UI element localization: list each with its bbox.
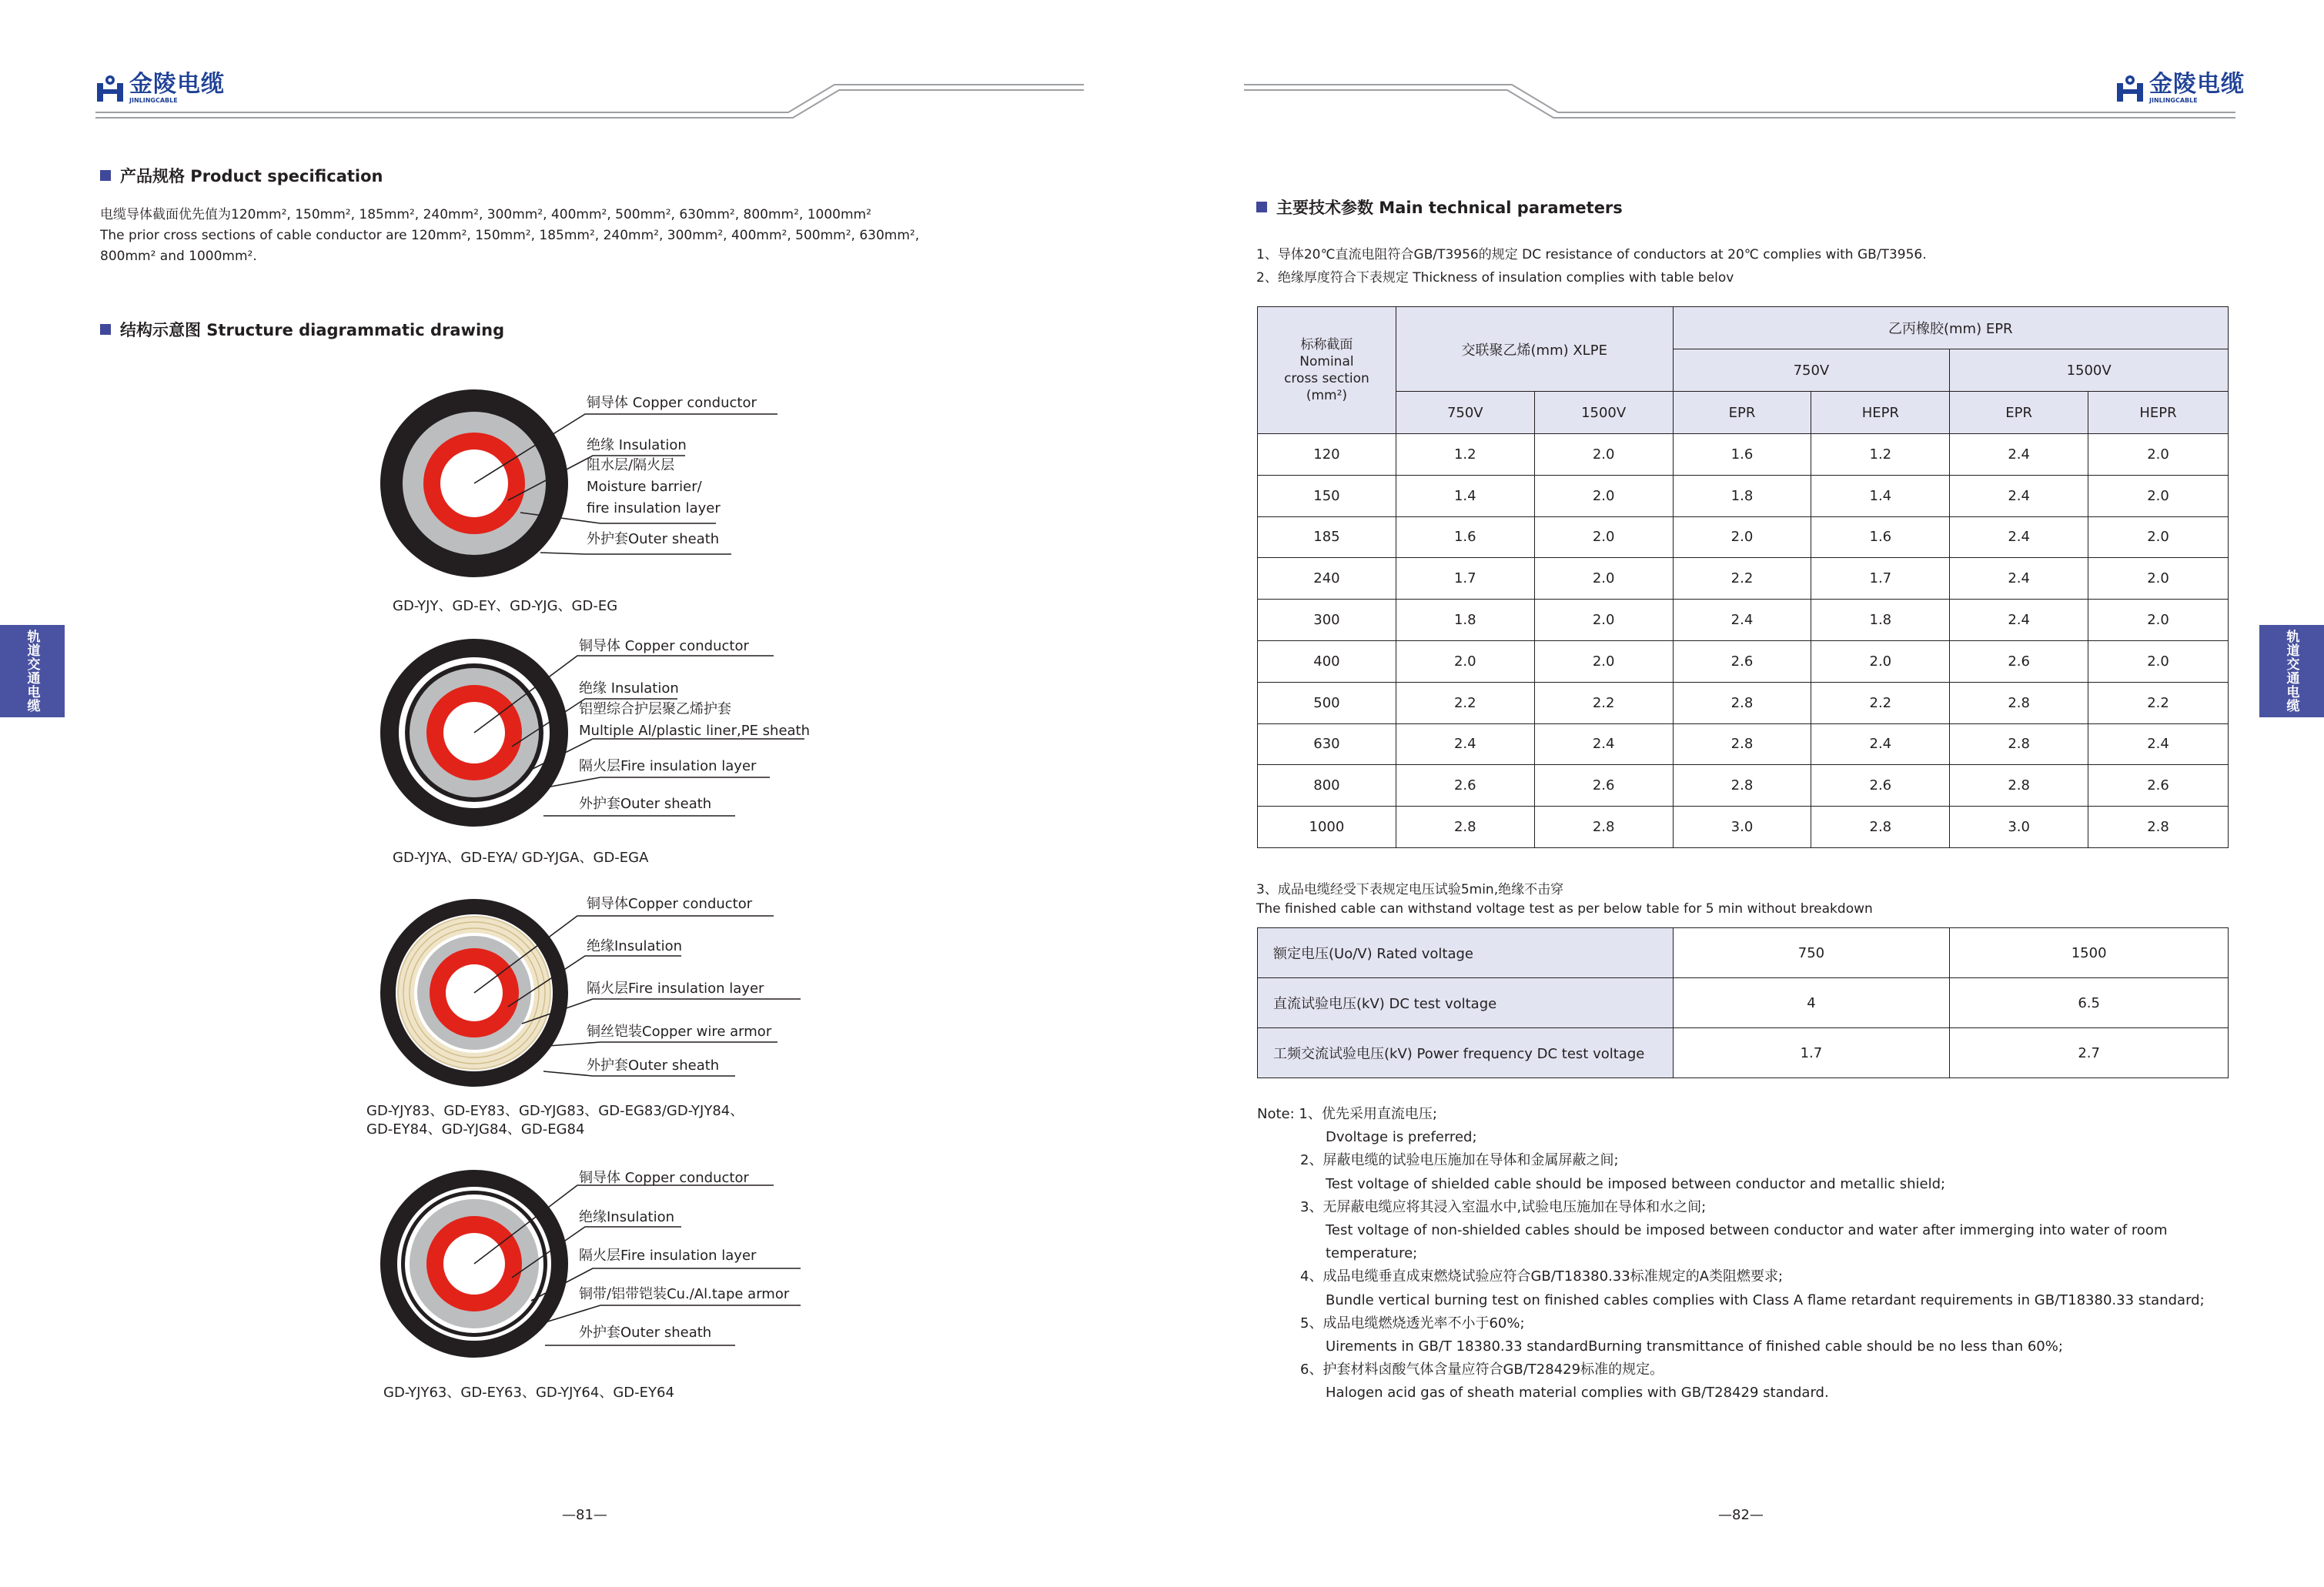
table-cell: 2.4 bbox=[1396, 723, 1534, 765]
table-row bbox=[1258, 516, 2229, 558]
insulation-thickness-table bbox=[1257, 306, 2229, 848]
table-cell: 2.8 bbox=[1950, 765, 2088, 807]
table-cell: 2.0 bbox=[1534, 558, 1673, 600]
table-row bbox=[1258, 600, 2229, 641]
table-cell: 300 bbox=[1258, 600, 1396, 641]
diagram4-label-insulation: 绝缘Insulation bbox=[579, 1209, 675, 1225]
table-cell: 2.2 bbox=[1811, 682, 1950, 723]
table-cell: 2.8 bbox=[1811, 807, 1950, 848]
diagram4-model: GD-YJY63、GD-EY63、GD-YJY64、GD-EY64 bbox=[383, 1385, 674, 1401]
note-line: 3、无屏蔽电缆应将其浸入室温水中,试验电压施加在导体和水之间; bbox=[1300, 1198, 1707, 1215]
diagram4-label-sheath: 外护套Outer sheath bbox=[579, 1325, 712, 1341]
diagram3-label-fire: 隔火层Fire insulation layer bbox=[587, 981, 764, 997]
table-cell: 直流试验电压(kV) DC test voltage bbox=[1258, 978, 1674, 1028]
table-cell: 2.4 bbox=[1811, 723, 1950, 765]
note-line: Test voltage of shielded cable should be imposed between conductor and metallic shield; bbox=[1326, 1175, 1946, 1192]
diagram2-label-liner-en: Multiple Al/plastic liner,PE sheath bbox=[579, 723, 811, 739]
note-line: Uirements in GB/T 18380.33 standardBurning transmittance of finished cable should be no less than 60%; bbox=[1326, 1338, 2063, 1355]
table-cell: 2.0 bbox=[1396, 640, 1534, 682]
table-cell: 2.2 bbox=[2088, 682, 2229, 723]
table-cell: 1.7 bbox=[1673, 1028, 1950, 1078]
table-cell: 3.0 bbox=[1950, 807, 2088, 848]
table-cell: 6.5 bbox=[1950, 978, 2229, 1028]
bullet-square-icon bbox=[1256, 202, 1267, 212]
diagram1-label-sheath: 外护套Outer sheath bbox=[587, 531, 720, 547]
table-cell: 2.4 bbox=[2088, 723, 2229, 765]
table-cell: 2.0 bbox=[1534, 640, 1673, 682]
table-cell: 2.0 bbox=[1811, 640, 1950, 682]
table-cell: 1.6 bbox=[1811, 516, 1950, 558]
table-cell: 1.7 bbox=[1396, 558, 1534, 600]
table-cell: 150 bbox=[1258, 475, 1396, 516]
table-cell: 2.6 bbox=[1673, 640, 1811, 682]
diagram1-label-barrier-en1: Moisture barrier/ bbox=[587, 479, 702, 495]
diagram1-model: GD-YJY、GD-EY、GD-YJG、GD-EG bbox=[393, 598, 618, 614]
diagram2-label-insulation: 绝缘 Insulation bbox=[579, 680, 679, 697]
table-cell: 2.8 bbox=[2088, 807, 2229, 848]
diagram2-label-fire: 隔火层Fire insulation layer bbox=[579, 758, 757, 774]
table-cell: 240 bbox=[1258, 558, 1396, 600]
table-cell: 1.8 bbox=[1811, 600, 1950, 641]
table-cell: 500 bbox=[1258, 682, 1396, 723]
table-cell: 2.4 bbox=[1950, 600, 2088, 641]
table-cell: 2.2 bbox=[1673, 558, 1811, 600]
table-cell: 2.6 bbox=[1811, 765, 1950, 807]
spec-line-2: The prior cross sections of cable conductor are 120mm², 150mm², 185mm², 240mm², 300mm², 400mm², 500mm², 630mm², bbox=[100, 228, 920, 243]
table-row bbox=[1258, 640, 2229, 682]
subheader-cell: EPR bbox=[1673, 392, 1811, 434]
note-line: 5、成品电缆燃烧透光率不小于60%; bbox=[1300, 1315, 1525, 1331]
table-cell: 2.0 bbox=[2088, 640, 2229, 682]
page-number-right: —82— bbox=[1718, 1507, 1764, 1523]
table-cell: 630 bbox=[1258, 723, 1396, 765]
table-row bbox=[1258, 434, 2229, 476]
side-tab-left: 轨道交通电缆 bbox=[0, 625, 65, 717]
table-cell: 800 bbox=[1258, 765, 1396, 807]
table-row bbox=[1258, 765, 2229, 807]
note-line: Halogen acid gas of sheath material complies with GB/T28429 standard. bbox=[1326, 1385, 1829, 1402]
table-row bbox=[1258, 475, 2229, 516]
logo-icon bbox=[2115, 74, 2145, 103]
brand-name-cn: 金陵电缆 bbox=[2149, 71, 2245, 98]
table-cell: 2.0 bbox=[2088, 516, 2229, 558]
table-cell: 2.4 bbox=[1534, 723, 1673, 765]
table-cell: 2.0 bbox=[1534, 434, 1673, 476]
table-cell: 1.2 bbox=[1396, 434, 1534, 476]
bullet-square-icon bbox=[100, 324, 111, 335]
header-epr-750: 750V bbox=[1673, 349, 1950, 392]
table-cell: 185 bbox=[1258, 516, 1396, 558]
header-nominal-section bbox=[1258, 307, 1396, 434]
table-cell: 2.0 bbox=[1534, 516, 1673, 558]
table-cell: 1.4 bbox=[1396, 475, 1534, 516]
header-text: cross section bbox=[1284, 371, 1369, 386]
table-cell: 2.0 bbox=[1534, 600, 1673, 641]
table-row bbox=[1258, 682, 2229, 723]
table-cell: 2.6 bbox=[2088, 765, 2229, 807]
diagram1-label-conductor: 铜导体 Copper conductor bbox=[587, 395, 757, 411]
diagram3-label-conductor: 铜导体Copper conductor bbox=[587, 896, 753, 912]
section-title-text: 产品规格 Product specification bbox=[120, 167, 383, 185]
header-rule-left bbox=[95, 77, 1088, 123]
table-cell: 1.4 bbox=[1811, 475, 1950, 516]
subheader-cell: 1500V bbox=[1534, 392, 1673, 434]
diagram4-label-conductor: 铜导体 Copper conductor bbox=[579, 1170, 749, 1186]
table-row bbox=[1258, 978, 2229, 1028]
header-epr: 乙丙橡胶(mm) EPR bbox=[1673, 307, 2228, 349]
table-cell: 2.8 bbox=[1673, 765, 1811, 807]
table-row bbox=[1258, 558, 2229, 600]
cable-diagram-2 bbox=[346, 631, 824, 862]
diagram4-label-fire: 隔火层Fire insulation layer bbox=[579, 1248, 757, 1264]
note-line: Test voltage of non-shielded cables should be imposed between conductor and water after immerging into water of room bbox=[1326, 1222, 2168, 1238]
header-epr-1500: 1500V bbox=[1950, 349, 2229, 392]
bullet-square-icon bbox=[100, 170, 111, 181]
table-cell: 2.0 bbox=[1673, 516, 1811, 558]
table-cell: 2.8 bbox=[1950, 682, 2088, 723]
table-cell: 2.4 bbox=[1950, 558, 2088, 600]
brand-name-cn: 金陵电缆 bbox=[129, 71, 225, 98]
section-title-structure bbox=[100, 318, 504, 341]
table-cell: 2.8 bbox=[1673, 723, 1811, 765]
table-cell: 2.6 bbox=[1950, 640, 2088, 682]
note-line: Note: 1、优先采用直流电压; bbox=[1257, 1106, 1437, 1122]
section-title-spec bbox=[100, 164, 383, 187]
table-cell: 2.2 bbox=[1396, 682, 1534, 723]
table-cell: 2.8 bbox=[1673, 682, 1811, 723]
table-cell: 2.2 bbox=[1534, 682, 1673, 723]
table-row bbox=[1258, 807, 2229, 848]
header-text: Nominal bbox=[1299, 354, 1354, 369]
table-cell: 400 bbox=[1258, 640, 1396, 682]
diagram2-label-conductor: 铜导体 Copper conductor bbox=[579, 638, 749, 654]
table-cell: 2.8 bbox=[1950, 723, 2088, 765]
note-line: Dvoltage is preferred; bbox=[1326, 1129, 1477, 1146]
diagram1-label-insulation: 绝缘 Insulation bbox=[587, 437, 687, 453]
table-cell: 2.0 bbox=[2088, 434, 2229, 476]
param-item-3-cn: 3、成品电缆经受下表规定电压试验5min,绝缘不击穿 bbox=[1256, 882, 1564, 897]
page-number-left: —81— bbox=[562, 1507, 607, 1523]
table-cell: 1.6 bbox=[1396, 516, 1534, 558]
table-cell: 1500 bbox=[1950, 928, 2229, 978]
voltage-test-table bbox=[1257, 927, 2229, 1078]
table-cell: 4 bbox=[1673, 978, 1950, 1028]
subheader-cell: HEPR bbox=[1811, 392, 1950, 434]
section-title-params bbox=[1256, 195, 1623, 219]
table-cell: 2.0 bbox=[2088, 475, 2229, 516]
diagram1-label-barrier-cn: 阻水层/隔火层 bbox=[587, 457, 675, 473]
spec-line-1: 电缆导体截面优先值为120mm², 150mm², 185mm², 240mm², 300mm², 400mm², 500mm², 630mm², 800mm², 1000mm² bbox=[100, 207, 871, 222]
table-cell: 1.8 bbox=[1673, 475, 1811, 516]
diagram2-label-sheath: 外护套Outer sheath bbox=[579, 796, 712, 812]
diagram2-label-liner-cn: 铝塑综合护层聚乙烯护套 bbox=[579, 701, 731, 717]
param-item-1: 1、导体20℃直流电阻符合GB/T3956的规定 DC resistance of conductors at 20℃ complies with GB/T3956. bbox=[1256, 247, 1927, 262]
diagram3-label-sheath: 外护套Outer sheath bbox=[587, 1057, 720, 1074]
diagram2-model: GD-YJYA、GD-EYA/ GD-YJGA、GD-EGA bbox=[393, 850, 649, 866]
cable-diagram-4 bbox=[346, 1162, 824, 1378]
table-cell: 2.8 bbox=[1396, 807, 1534, 848]
header-text: 标称截面 bbox=[1300, 337, 1353, 352]
subheader-cell: HEPR bbox=[2088, 392, 2229, 434]
brand-logo-right bbox=[2115, 72, 2245, 105]
table-cell: 1.2 bbox=[1811, 434, 1950, 476]
note-line: temperature; bbox=[1326, 1245, 1418, 1262]
table-cell: 2.4 bbox=[1950, 434, 2088, 476]
note-line: 4、成品电缆垂直成束燃烧试验应符合GB/T18380.33标准规定的A类阻燃要求; bbox=[1300, 1268, 1784, 1285]
table-cell: 工频交流试验电压(kV) Power frequency DC test voltage bbox=[1258, 1028, 1674, 1078]
note-line: Bundle vertical burning test on finished cables complies with Class A flame retardant requirements in GB/T18380.33 standard; bbox=[1326, 1291, 2205, 1308]
diagram3-label-armor: 铜丝铠装Copper wire armor bbox=[587, 1024, 772, 1040]
brand-name-en: JINLINGCABLE bbox=[129, 97, 178, 104]
table-cell: 1.7 bbox=[1811, 558, 1950, 600]
table-cell: 2.7 bbox=[1950, 1028, 2229, 1078]
table-cell: 2.0 bbox=[2088, 558, 2229, 600]
spec-line-3: 800mm² and 1000mm². bbox=[100, 249, 257, 264]
diagram3-model-line2: GD-EY84、GD-YJG84、GD-EG84 bbox=[366, 1121, 585, 1138]
table-cell: 额定电压(Uo/V) Rated voltage bbox=[1258, 928, 1674, 978]
param-item-3-en: The finished cable can withstand voltage test as per below table for 5 min without breakdown bbox=[1256, 901, 1873, 917]
table-cell: 2.6 bbox=[1534, 765, 1673, 807]
table-row bbox=[1258, 1028, 2229, 1078]
side-tab-right: 轨道交通电缆 bbox=[2259, 625, 2324, 717]
table-cell: 1.8 bbox=[1396, 600, 1534, 641]
table-cell: 2.0 bbox=[2088, 600, 2229, 641]
subheader-cell: 750V bbox=[1396, 392, 1534, 434]
section-title-text: 结构示意图 Structure diagrammatic drawing bbox=[120, 321, 505, 339]
table-cell: 2.4 bbox=[1673, 600, 1811, 641]
note-line: 6、护套材料卤酸气体含量应符合GB/T28429标准的规定。 bbox=[1300, 1361, 1664, 1378]
table-cell: 1000 bbox=[1258, 807, 1396, 848]
note-line: 2、屏蔽电缆的试验电压施加在导体和金属屏蔽之间; bbox=[1300, 1152, 1619, 1169]
table-cell: 3.0 bbox=[1673, 807, 1811, 848]
table-cell: 1.6 bbox=[1673, 434, 1811, 476]
diagram3-model-line1: GD-YJY83、GD-EY83、GD-YJG83、GD-EG83/GD-YJY84、 bbox=[366, 1103, 744, 1119]
cable-diagram-3 bbox=[346, 893, 824, 1108]
table-cell: 120 bbox=[1258, 434, 1396, 476]
diagram4-label-armor: 铜带/铝带铠装Cu./Al.tape armor bbox=[579, 1286, 790, 1302]
diagram3-label-insulation: 绝缘Insulation bbox=[587, 938, 683, 954]
header-text: (mm²) bbox=[1306, 388, 1348, 403]
table-cell: 2.8 bbox=[1534, 807, 1673, 848]
table-cell: 2.4 bbox=[1950, 516, 2088, 558]
table-row bbox=[1258, 928, 2229, 978]
header-xlpe: 交联聚乙烯(mm) XLPE bbox=[1396, 307, 1673, 392]
diagram1-label-barrier-en2: fire insulation layer bbox=[587, 500, 721, 516]
table-cell: 2.0 bbox=[1534, 475, 1673, 516]
brand-name-en: JINLINGCABLE bbox=[2149, 97, 2198, 104]
param-item-2: 2、绝缘厚度符合下表规定 Thickness of insulation complies with table belov bbox=[1256, 270, 1734, 286]
section-title-text: 主要技术参数 Main technical parameters bbox=[1276, 199, 1623, 217]
table-cell: 2.4 bbox=[1950, 475, 2088, 516]
table-cell: 2.6 bbox=[1396, 765, 1534, 807]
table-cell: 750 bbox=[1673, 928, 1950, 978]
table-row bbox=[1258, 723, 2229, 765]
subheader-cell: EPR bbox=[1950, 392, 2088, 434]
header-rule-right bbox=[1242, 77, 2235, 123]
